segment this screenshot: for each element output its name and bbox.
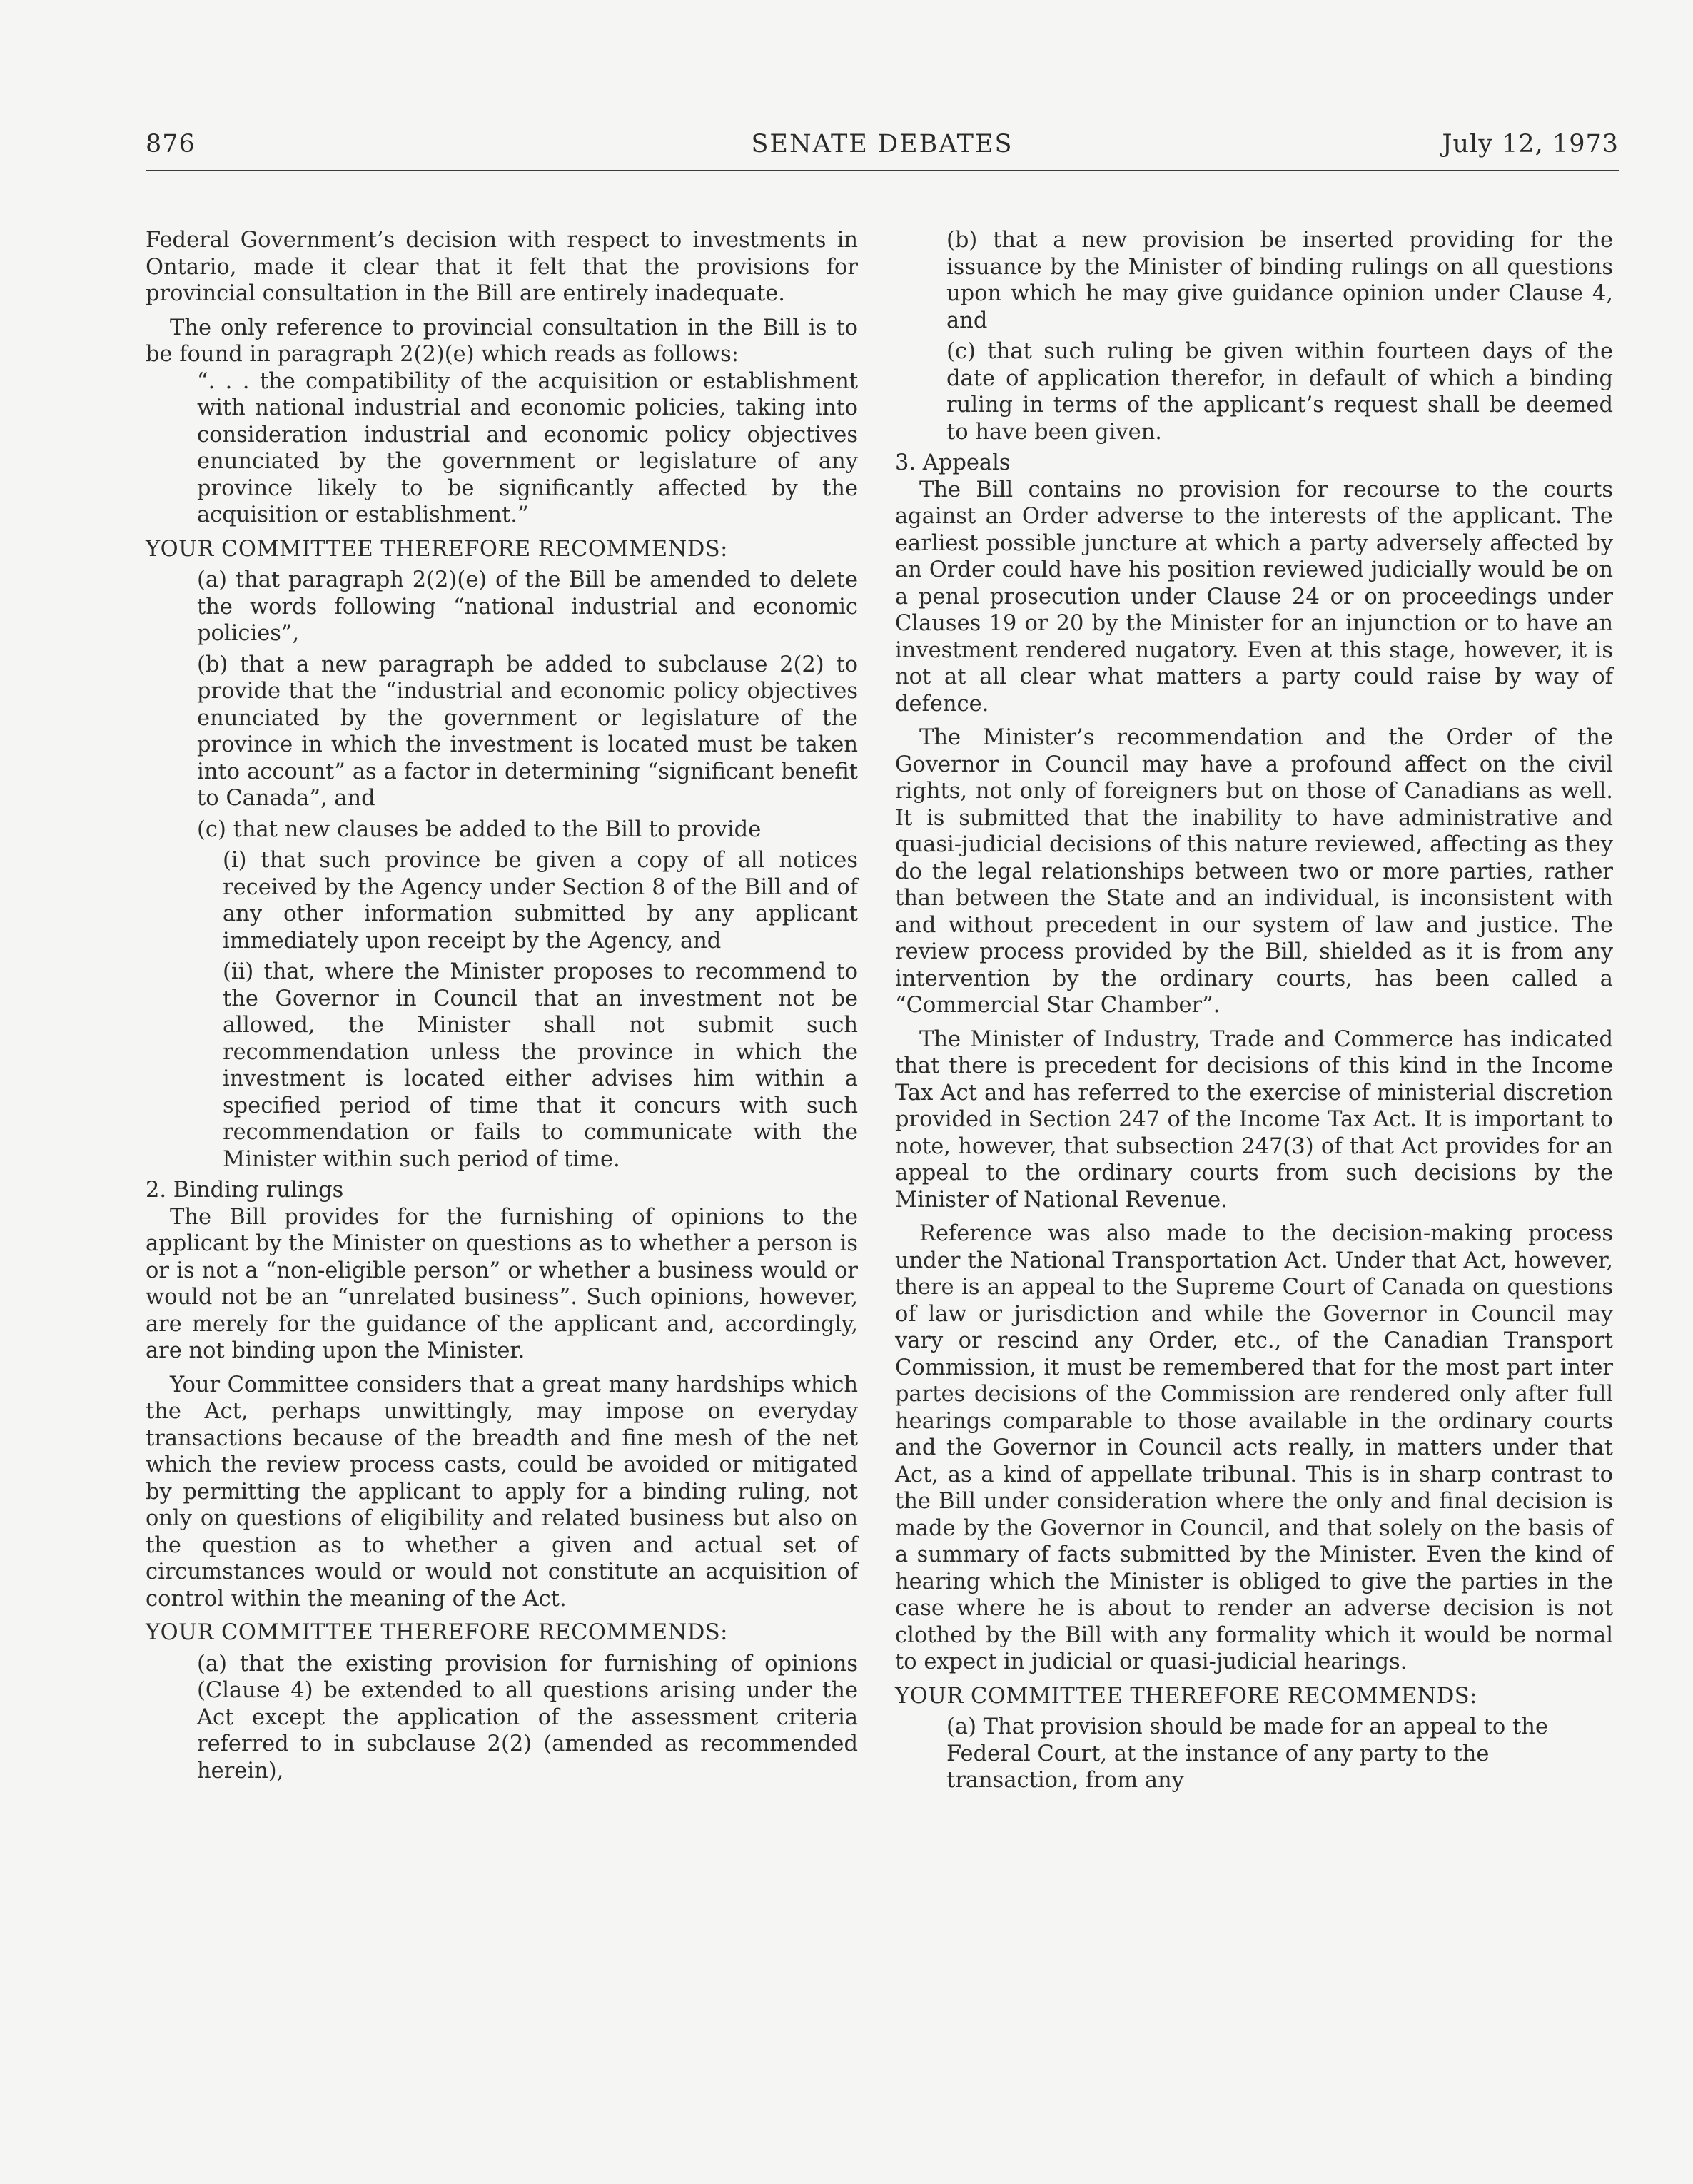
- paragraph: The Minister of Industry, Trade and Commerce has indicated that there is precedent for decisions of this kind in the Income Tax Act and has referred to the exercise of ministerial discretion provided in Section 247 of the Income Tax Act. It is important to note, however, that subsection 247(3) of that Act provides for an appeal to the ordinary courts from such decisions by the Minister of National Revenue.: [895, 1026, 1613, 1213]
- section-heading: 2. Binding rulings: [146, 1178, 344, 1203]
- recommendation-item: (a) that paragraph 2(2)(e) of the Bill be amended to delete the words following “national industrial and economic policies”,: [197, 567, 858, 646]
- right-column: [895, 227, 1613, 1794]
- recommendation-item: (c) that new clauses be added to the Bill to provide: [197, 817, 762, 842]
- section-heading: 3. Appeals: [895, 450, 1011, 475]
- paragraph: The Bill contains no provision for recourse to the courts against an Order adverse to the interests of the applicant. The earliest possible juncture at which a party adversely affected by an Order could have his position reviewed judicially would be on a penal prosecution under Clause 24 or on proceedings under Clauses 19 or 20 by the Minister for an injunction or to have an investment rendered nugatory. Even at this stage, however, it is not at all clear what matters a party could raise by way of defence.: [895, 477, 1613, 717]
- recommendation-subitem: (ii) that, where the Minister proposes to recommend to the Governor in Council that an investment not be allowed, the Minister shall not submit such recommendation unless the province in which the investment is located either advises him within a specified period of time that it concurs with such recommendation or fails to communicate with the Minister within such period of time.: [223, 959, 858, 1172]
- recommendation-item: (a) That provision should be made for an appeal to the Federal Court, at the instance of any party to the transaction, from any: [946, 1714, 1548, 1793]
- page-date: July 12, 1973: [1442, 130, 1619, 158]
- paragraph: The Minister’s recommendation and the Order of the Governor in Council may have a profound affect on the civil rights, not only of foreigners but on those of Canadians as well. It is submitted that the inability to have administrative and quasi-judicial decisions of this nature reviewed, affecting as they do the legal relationships between two or more parties, rather than between the State and an individual, is inconsistent with and without precedent in our system of law and justice. The review process provided by the Bill, shielded as it is from any intervention by the ordinary courts, has been called a “Commercial Star Chamber”.: [895, 725, 1613, 1018]
- paragraph: Your Committee considers that a great many hardships which the Act, perhaps unwittingly, may impose on everyday transactions because of the breadth and fine mesh of the net which the review process casts, could be avoided or mitigated by permitting the applicant to apply for a binding ruling, not only on questions of eligibility and related business but also on the question as to whether a given and actual set of circumstances would or would not constitute an acquisition of control within the meaning of the Act.: [146, 1372, 858, 1612]
- paragraph: Federal Government’s decision with respect to investments in Ontario, made it clear that it felt that the provisions for provincial consultation in the Bill are entirely inadequate.: [146, 228, 858, 306]
- recommendation-item: (b) that a new paragraph be added to subclause 2(2) to provide that the “industrial and economic policy objectives enunciated by the government or legislature of the province in which the investment is located must be taken into account” as a factor in determining “significant benefit to Canada”, and: [197, 652, 858, 811]
- block-quote: “. . . the compatibility of the acquisition or establishment with national industrial and economic policies, taking into consideration industrial and economic policy objectives enunciated by the government or legislature of any province likely to be significantly affected by the acquisition or establishment.”: [197, 368, 858, 527]
- recommendation-heading: YOUR COMMITTEE THEREFORE RECOMMENDS:: [895, 1683, 1477, 1709]
- recommendation-item: (c) that such ruling be given within fourteen days of the date of application therefor, in default of which a binding ruling in terms of the applicant’s request shall be deemed to have been given.: [946, 339, 1613, 445]
- page-title: SENATE DEBATES: [751, 130, 1014, 158]
- paragraph: The only reference to provincial consultation in the Bill is to be found in paragraph 2(2)(e) which reads as follows:: [146, 315, 858, 367]
- left-column: [146, 227, 858, 1784]
- page-header: [146, 130, 1619, 170]
- recommendation-heading: YOUR COMMITTEE THEREFORE RECOMMENDS:: [146, 1620, 728, 1645]
- header-rule: [146, 170, 1619, 171]
- paragraph: Reference was also made to the decision-making process under the National Transportation Act. Under that Act, however, there is an appeal to the Supreme Court of Canada on questions of law or jurisdiction and while the Governor in Council may vary or rescind any Order, etc., of the Canadian Transport Commission, it must be remembered that for the most part inter partes decisions of the Commission are rendered only after full hearings comparable to those available in the ordinary courts and the Governor in Council acts really, in matters under that Act, as a kind of appellate tribunal. This is in sharp contrast to the Bill under consideration where the only and final decision is made by the Governor in Council, and that solely on the basis of a summary of facts submitted by the Minister. Even the kind of hearing which the Minister is obliged to give the parties in the case where he is about to render an adverse decision is not clothed by the Bill with any formality which it would be normal to expect in judicial or quasi-judicial hearings.: [895, 1221, 1613, 1674]
- page-number: 876: [146, 130, 196, 158]
- recommendation-item: (b) that a new provision be inserted providing for the issuance by the Minister of binding rulings on all questions upon which he may give guidance opinion under Clause 4, and: [946, 228, 1613, 333]
- recommendation-subitem: (i) that such province be given a copy of all notices received by the Agency under Section 8 of the Bill and of any other information submitted by any applicant immediately upon receipt by the Agency, and: [223, 848, 858, 954]
- paragraph: The Bill provides for the furnishing of opinions to the applicant by the Minister on questions as to whether a person is or is not a “non-eligible person” or whether a business would or would not be an “unrelated business”. Such opinions, however, are merely for the guidance of the applicant and, accordingly, are not binding upon the Minister.: [146, 1204, 858, 1363]
- recommendation-item: (a) that the existing provision for furnishing of opinions (Clause 4) be extended to all questions arising under the Act except the application of the assessment criteria referred to in subclause 2(2) (amended as recommended herein),: [197, 1651, 858, 1784]
- recommendation-heading: YOUR COMMITTEE THEREFORE RECOMMENDS:: [146, 536, 728, 562]
